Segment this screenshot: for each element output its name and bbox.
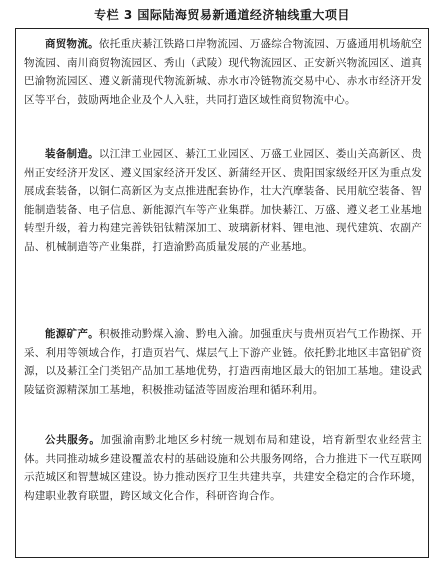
section-body: 积极推动黔煤入渝、黔电入渝。加强重庆与贵州页岩气工作勘探、开采、利用等领域合作，打造页岩气、煤层气上下游产业链。依托黔北地区丰富铝矿资源，以及綦江全门类铝产品加工基地优势，打造西南地区最大的铝加工基地。建设武陵锰资源精深加工基地，积极推动锰渣等固废治理和循环利用。 [24, 328, 423, 396]
section-public-services [24, 431, 422, 505]
section-heading: 公共服务。 [45, 434, 101, 446]
section-body: 加强渝南黔北地区乡村统一规划布局和建设，培育新型农业经营主体。共同推动城乡建设覆盖农村的基础设施和公共服务网络，合力推进下一代互联网示范城区和智慧城区建设。协力推动医疗卫生共建共享，共建安全稳定的合作环境，构建职业教育联盟，跨区域文化合作，科研咨询合作。 [24, 434, 422, 502]
project-box [15, 28, 429, 558]
section-heading: 商贸物流。 [45, 38, 99, 50]
section-body: 以江津工业园区、綦江工业园区、万盛工业园区、娄山关高新区、贵州正安经济开发区、遵义国家经济开发区、新蒲经开区、贵阳国家级经开区为重点发展成套装备，以铜仁高新区为支点推进配套协作，壮大汽摩装备、民用航空装备、智能制造装备、电子信息、新能源汽车等产业集群。加快綦江、万盛、遵义老工业基地转型升级，着力构建完善铁铝钛精深加工、玻璃新材料、锂电池、现代建筑、农副产品、机械制造等产业集群，打造渝黔高质量发展的产业基地。 [24, 148, 423, 253]
section-energy-minerals [24, 325, 422, 399]
section-heading: 装备制造。 [45, 148, 99, 160]
section-equipment-manufacturing [24, 145, 422, 256]
section-commerce-logistics [24, 35, 422, 109]
section-heading: 能源矿产。 [45, 328, 99, 340]
section-body: 依托重庆綦江铁路口岸物流园、万盛综合物流园、万盛通用机场航空物流园、南川商贸物流园区、秀山（武陵）现代物流园区、正安新兴物流园区、道真巴渝物流园区、遵义新蒲现代物流新城、赤水市冷链物流交易中心、赤水市经济开发区等平台，鼓励两地企业及个人入驻，共同打造区域性商贸物流中心。 [24, 38, 423, 106]
column-title: 专栏 3 国际陆海贸易新通道经济轴线重大项目 [94, 8, 350, 22]
